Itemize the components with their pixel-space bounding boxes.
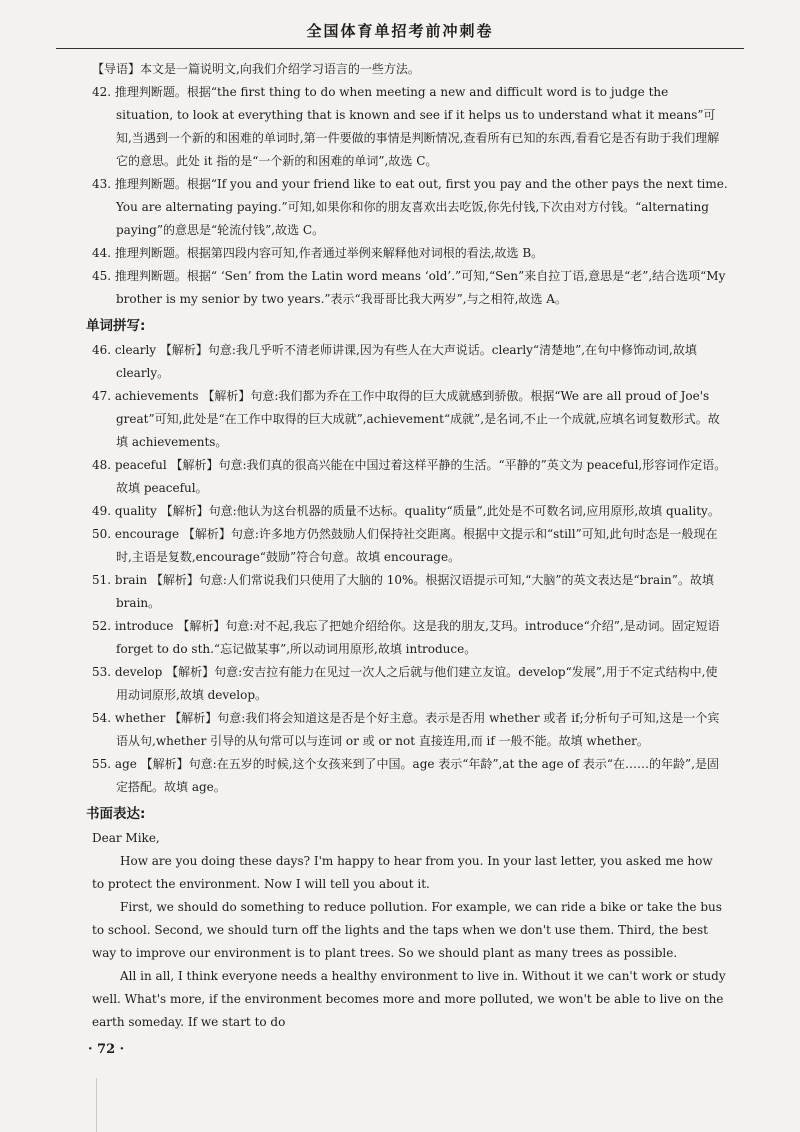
page-number: · 72 · <box>88 1042 125 1057</box>
letter-paragraph: How are you doing these days? I'm happy to hear from you. In your last letter, you asked me how to protect the environment. Now I will tell you about it. <box>92 854 713 891</box>
answer-item-50: 50. encourage 【解析】句意:许多地方仍然鼓励人们保持社交距离。根据中文提示和“still”可知,此句时态是一般现在时,主语是复数,encourage“鼓励”符合句意。故填 encourage。 <box>92 527 718 564</box>
answer-item-43: 43. 推理判断题。根据“If you and your friend like to eat out, first you pay and the other pays the next time. You are alternating paying.”可知,如果你和你的朋友喜欢出去吃饭,你先付钱,下次由对方付钱。“alternating paying”的意思是“轮流付钱”,故选 C。 <box>92 177 728 237</box>
writing-heading: 书面表达: <box>86 806 146 822</box>
answer-item-44: 44. 推理判断题。根据第四段内容可知,作者通过举例来解释他对词根的看法,故选 B。 <box>92 246 544 260</box>
answer-item-54: 54. whether 【解析】句意:我们将会知道这是否是个好主意。表示是否用 whether 或者 if;分析句子可知,这是一个宾语从句,whether 引导的从句常可以与连词 or 或 or not 直接连用,而 if 一般不能。故填 whether。 <box>92 711 720 748</box>
answer-item-51: 51. brain 【解析】句意:人们常说我们只使用了大脑的 10%。根据汉语提示可知,“大脑”的英文表达是“brain”。故填 brain。 <box>92 573 714 610</box>
header-title: 全国体育单招考前冲刺卷 <box>306 22 494 40</box>
answer-item-49: 49. quality 【解析】句意:他认为这台机器的质量不达标。quality“质量”,此处是不可数名词,应用原形,故填 quality。 <box>92 504 720 518</box>
answer-item-52: 52. introduce 【解析】句意:对不起,我忘了把她介绍给你。这是我的朋友,艾玛。introduce“介绍”,是动词。固定短语 forget to do sth.“忘记做某事”,所以动词用原形,故填 introduce。 <box>92 619 720 656</box>
answer-content <box>86 58 728 1034</box>
letter-greeting: Dear Mike, <box>92 831 160 845</box>
answer-item-47: 47. achievements 【解析】句意:我们都为乔在工作中取得的巨大成就感到骄傲。根据“We are all proud of Joe's great”可知,此处是“在工作中取得的巨大成就”,achievement“成就”,是名词,不止一个成就,应填名词复数形式。故填 achievements。 <box>92 389 720 449</box>
margin-rule <box>96 1078 97 1132</box>
spelling-heading: 单词拼写: <box>86 318 146 334</box>
answer-item-42: 42. 推理判断题。根据“the first thing to do when meeting a new and difficult word is to judge the situation, to look at everything that is known and see if it helps us to understand what it means”可知,当遇到一个新的和困难的单词时,第一件要做的事情是判断情况,查看所有已知的东西,看看它是否有助于我们理解它的意思。此处 it 指的是“一个新的和困难的单词”,故选 C。 <box>92 85 720 168</box>
answer-item-53: 53. develop 【解析】句意:安吉拉有能力在见过一次人之后就与他们建立友谊。develop“发展”,用于不定式结构中,使用动词原形,故填 develop。 <box>92 665 718 702</box>
answer-item-55: 55. age 【解析】句意:在五岁的时候,这个女孩来到了中国。age 表示“年龄”,at the age of 表示“在……的年龄”,是固定搭配。故填 age。 <box>92 757 719 794</box>
answer-item-46: 46. clearly 【解析】句意:我几乎听不清老师讲课,因为有些人在大声说话。clearly“清楚地”,在句中修饰动词,故填 clearly。 <box>92 343 697 380</box>
letter-paragraph: First, we should do something to reduce pollution. For example, we can ride a bike or take the bus to school. Second, we should turn off the lights and the taps when we don't use them. Third, the best way to improve our environment is to plant trees. So we should plant as many trees as possible. <box>92 900 722 960</box>
intro-text: 【导语】本文是一篇说明文,向我们介绍学习语言的一些方法。 <box>92 62 420 76</box>
page-header <box>56 14 744 49</box>
answer-item-45: 45. 推理判断题。根据“ ‘Sen’ from the Latin word means ‘old’.”可知,“Sen”来自拉丁语,意思是“老”,结合选项“My brother is my senior by two years.”表示“我哥哥比我大两岁”,与之相符,故选 A。 <box>92 269 726 306</box>
letter-paragraph: All in all, I think everyone needs a healthy environment to live in. Without it we can't work or study well. What's more, if the environment becomes more and more polluted, we won't be able to live on the earth someday. If we start to do <box>92 969 726 1029</box>
answer-item-48: 48. peaceful 【解析】句意:我们真的很高兴能在中国过着这样平静的生活。“平静的”英文为 peaceful,形容词作定语。故填 peaceful。 <box>92 458 727 495</box>
